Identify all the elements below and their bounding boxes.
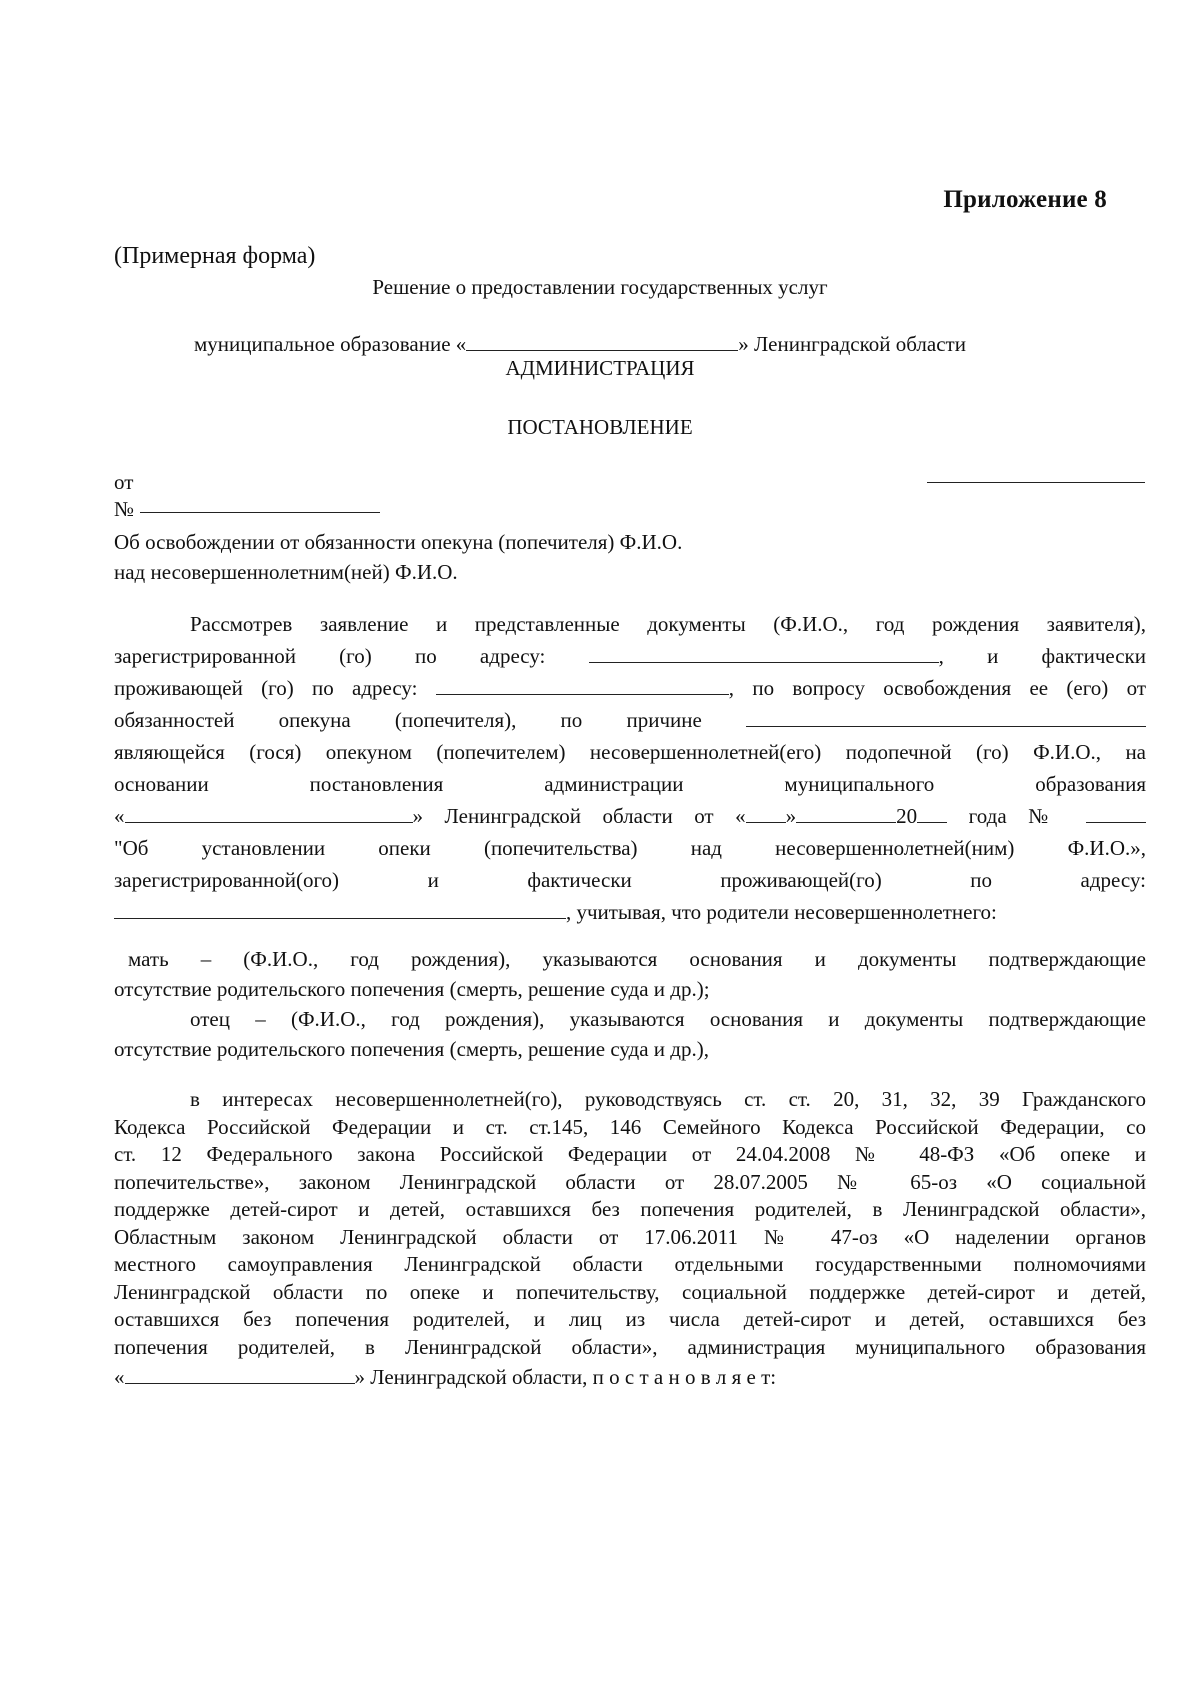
municipality-suffix: » Ленинградской области xyxy=(738,332,966,357)
municipality-prefix: муниципальное образование « xyxy=(194,332,467,357)
number-blank xyxy=(140,512,380,513)
resolution-subject xyxy=(114,527,1014,587)
form-type-label: (Примерная форма) xyxy=(114,243,316,269)
annex-number: Приложение 8 xyxy=(943,186,1107,213)
text-line: ст. 12 Федерального закона Российской Федерации от 24.04.2008 № 48-ФЗ «Об опеке и xyxy=(114,1142,1146,1166)
text-line: « » Ленинградской области, п о с т а н о в л я е т: xyxy=(114,1361,1146,1392)
text-line: основании постановления администрации муниципального образования xyxy=(114,772,1146,797)
date-blank xyxy=(927,482,1145,483)
decision-title: Решение о предоставлении государственных услуг xyxy=(372,275,828,299)
text-line: Рассмотрев заявление и представленные документы (Ф.И.О., год рождения заявителя), xyxy=(190,612,1146,636)
text-line: в интересах несовершеннолетней(го), руководствуясь ст. ст. 20, 31, 32, 39 Гражданского xyxy=(190,1087,1146,1111)
text-line: являющейся (гося) опекуном (попечителем) несовершеннолетней(его) подопечной (го) Ф.И.О., на xyxy=(114,740,1146,765)
text-line: попечительстве», законом Ленинградской области от 28.07.2005 № 65-оз «О социальной xyxy=(114,1169,1146,1194)
text-line: местного самоуправления Ленинградской области отдельными государственными полномочиями xyxy=(114,1252,1146,1276)
municipality-line xyxy=(194,328,966,357)
text-line: мать – (Ф.И.О., год рождения), указываются основания и документы подтверждающие xyxy=(128,947,1146,971)
number-label: № xyxy=(114,497,135,521)
text-line: обязанностей опекуна (попечителя), по причине xyxy=(114,704,1146,736)
registration-address-blank xyxy=(589,640,939,663)
resolution-heading: ПОСТАНОВЛЕНИЕ xyxy=(507,415,693,439)
text-line: , учитывая, что родители несовершеннолетнего: xyxy=(114,896,1146,928)
municipality-name-blank xyxy=(125,1361,355,1384)
year-blank xyxy=(917,800,947,823)
text-line: проживающей (го) по адресу: , по вопросу освобождения ее (его) от xyxy=(114,672,1146,704)
date-label: от xyxy=(114,470,134,494)
day-blank xyxy=(746,800,786,823)
text-line: зарегистрированной (го) по адресу: , и фактически xyxy=(114,640,1146,672)
text-line: "Об установлении опеки (попечительства) над несовершеннолетней(ним) Ф.И.О.», xyxy=(114,836,1146,861)
reason-blank xyxy=(746,704,1146,727)
text-line: оставшихся без попечения родителей, и лиц из числа детей-сирот и детей, оставшихся без xyxy=(114,1307,1146,1331)
ward-address-blank xyxy=(114,896,566,919)
text-line: отец – (Ф.И.О., год рождения), указываются основания и документы подтверждающие xyxy=(190,1007,1146,1031)
municipality-name-blank xyxy=(466,328,738,351)
text-line: отсутствие родительского попечения (смерть, решение суда и др.), xyxy=(114,1037,709,1061)
administration-heading: АДМИНИСТРАЦИЯ xyxy=(505,356,695,380)
text-line: попечения родителей, в Ленинградской области», администрация муниципального образования xyxy=(114,1334,1146,1359)
text-line: Ленинградской области по опеке и попечительству, социальной поддержке детей-сирот и детей, xyxy=(114,1279,1146,1304)
text-line: зарегистрированной(ого) и фактически проживающей(го) по адресу: xyxy=(114,868,1146,893)
text-line: отсутствие родительского попечения (смерть, решение суда и др.); xyxy=(114,977,710,1001)
paragraph-legal-basis xyxy=(114,1086,1146,1392)
paragraph-parents xyxy=(114,944,1146,1064)
text-line: Областным законом Ленинградской области от 17.06.2011 № 47-оз «О наделении органов xyxy=(114,1224,1146,1249)
decree-number-blank xyxy=(1086,800,1146,823)
subject-line: над несовершеннолетним(ней) Ф.И.О. xyxy=(114,560,458,584)
paragraph-considering xyxy=(114,608,1146,928)
residence-address-blank xyxy=(436,672,729,695)
month-blank xyxy=(796,800,896,823)
subject-line: Об освобождении от обязанности опекуна (попечителя) Ф.И.О. xyxy=(114,530,683,554)
municipality-name-blank xyxy=(125,800,413,823)
text-line: « » Ленинградской области от « » 20 года № xyxy=(114,800,1146,832)
text-line: Кодекса Российской Федерации и ст. ст.145, 146 Семейного Кодекса Российской Федерации, со xyxy=(114,1114,1146,1139)
text-line: поддержке детей-сирот и детей, оставшихся без попечения родителей, в Ленинградской области», xyxy=(114,1197,1146,1221)
